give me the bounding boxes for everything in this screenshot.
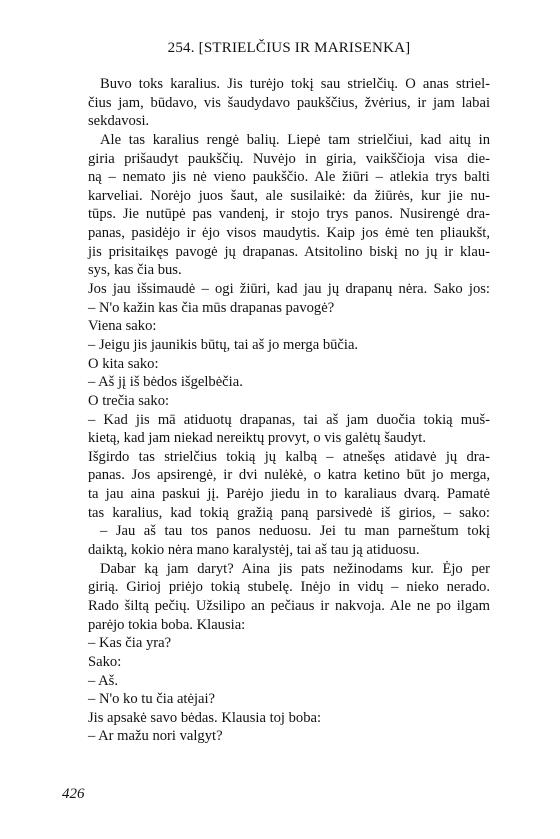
text-line: Ale tas karalius rengė balių. Liepė tam strielčiui, kad aitų in	[100, 131, 490, 148]
story-text	[88, 75, 490, 746]
text-line: – N'o ko tu čia atėjai?	[88, 691, 216, 708]
text-line: kietą, kad jam niekad nereiktų provyt, o vis galėtų šaudyt.	[88, 430, 427, 447]
text-line: – Jeigu jis jaunikis būtų, tai aš jo merga būčia.	[88, 336, 359, 353]
text-line: – Aš jį iš bėdos išgelbėčia.	[88, 374, 243, 391]
text-line: O kita sako:	[88, 355, 159, 372]
text-line: Jos jau išsimaudė – ogi žiūri, kad jau jų drapanų nėra. Sako jos:	[88, 281, 490, 298]
chapter-title: 254. [STRIELČIUS IR MARISENKA]	[167, 40, 411, 56]
page-number: 426	[62, 786, 85, 802]
text-line: Jis apsakė savo bėdas. Klausia toj boba:	[88, 709, 322, 726]
text-line: Viena sako:	[88, 318, 157, 335]
text-line: panas. Jos apsirengė, ir dvi nulėkė, o katra ketino būt jo merga,	[88, 467, 490, 484]
text-line: giria prišaudyt paukščių. Nuvėjo in giria, vaikščioja visa die-	[88, 150, 490, 167]
text-line: – Aš.	[88, 672, 119, 689]
text-line: O trečia sako:	[88, 392, 170, 409]
text-line: panas, pasidėjo ir ėjo visos maudytis. Kaip jos ėmė ten pliaukšt,	[88, 225, 490, 242]
text-line: Buvo toks karalius. Jis turėjo tokį sau strielčių. O anas striel-	[100, 76, 490, 92]
text-line: girią. Girioj priėjo tokią stubelę. Inėjo in vidų – nieko nerado.	[88, 579, 490, 596]
text-line: – Kad jis mā atiduotų drapanas, tai aš jam duočia tokią muš-	[88, 411, 490, 428]
text-line: jis prisitaikęs pavogė jų drapanas. Atsitolino biskį no jų ir klau-	[88, 243, 490, 260]
text-line: ta jau aina paskui jį. Parėjo jiedu in to karaliaus dvarą. Pamatė	[88, 486, 490, 503]
text-line: ną – nemato jis nė vieno paukščio. Ale žiūri – atlekia trys balti	[88, 169, 490, 186]
text-line: sekdavosi.	[88, 113, 150, 130]
text-line: Rado šiltą pečių. Užsilipo an pečiaus ir nakvoja. Ale ne po ilgam	[88, 597, 490, 614]
text-line: – Ar mažu nori valgyt?	[88, 728, 223, 745]
text-line: tas karalius, kad tokią gražią paną parsivedė iš girios, – sako:	[88, 504, 490, 521]
text-line: daiktą, kokio nėra mano karalystėj, tai aš tau ją atiduosu.	[88, 542, 420, 559]
text-line: čius jam, būdavo, vis šaudydavo paukščius, žvėrius, ir jam labai	[88, 94, 490, 111]
text-line: – Kas čia yra?	[88, 635, 172, 652]
text-line: Sako:	[88, 653, 122, 670]
text-line: – Jau aš tau tos panos neduosu. Jei tu man parneštum tokį	[100, 523, 490, 540]
text-line: parėjo tokia boba. Klausia:	[88, 616, 246, 633]
text-line: Dabar ką jam daryt? Aina jis pats nežinodams kur. Ėjo per	[100, 560, 490, 577]
text-line: tūps. Jie nutūpė pas vandenį, ir stojo trys panos. Nusirengė dra-	[88, 206, 490, 223]
text-line: – N'o kažin kas čia mūs drapanas pavogė?	[88, 299, 335, 316]
text-line: Išgirdo tas strielčius tokią jų kalbą – atnešęs atidavė jų dra-	[88, 448, 490, 465]
text-line: sys, kas čia bus.	[88, 262, 182, 279]
text-line: karveliai. Norėjo juos šaut, ale susilaikė: da žiūrės, kur jie nu-	[88, 187, 490, 204]
